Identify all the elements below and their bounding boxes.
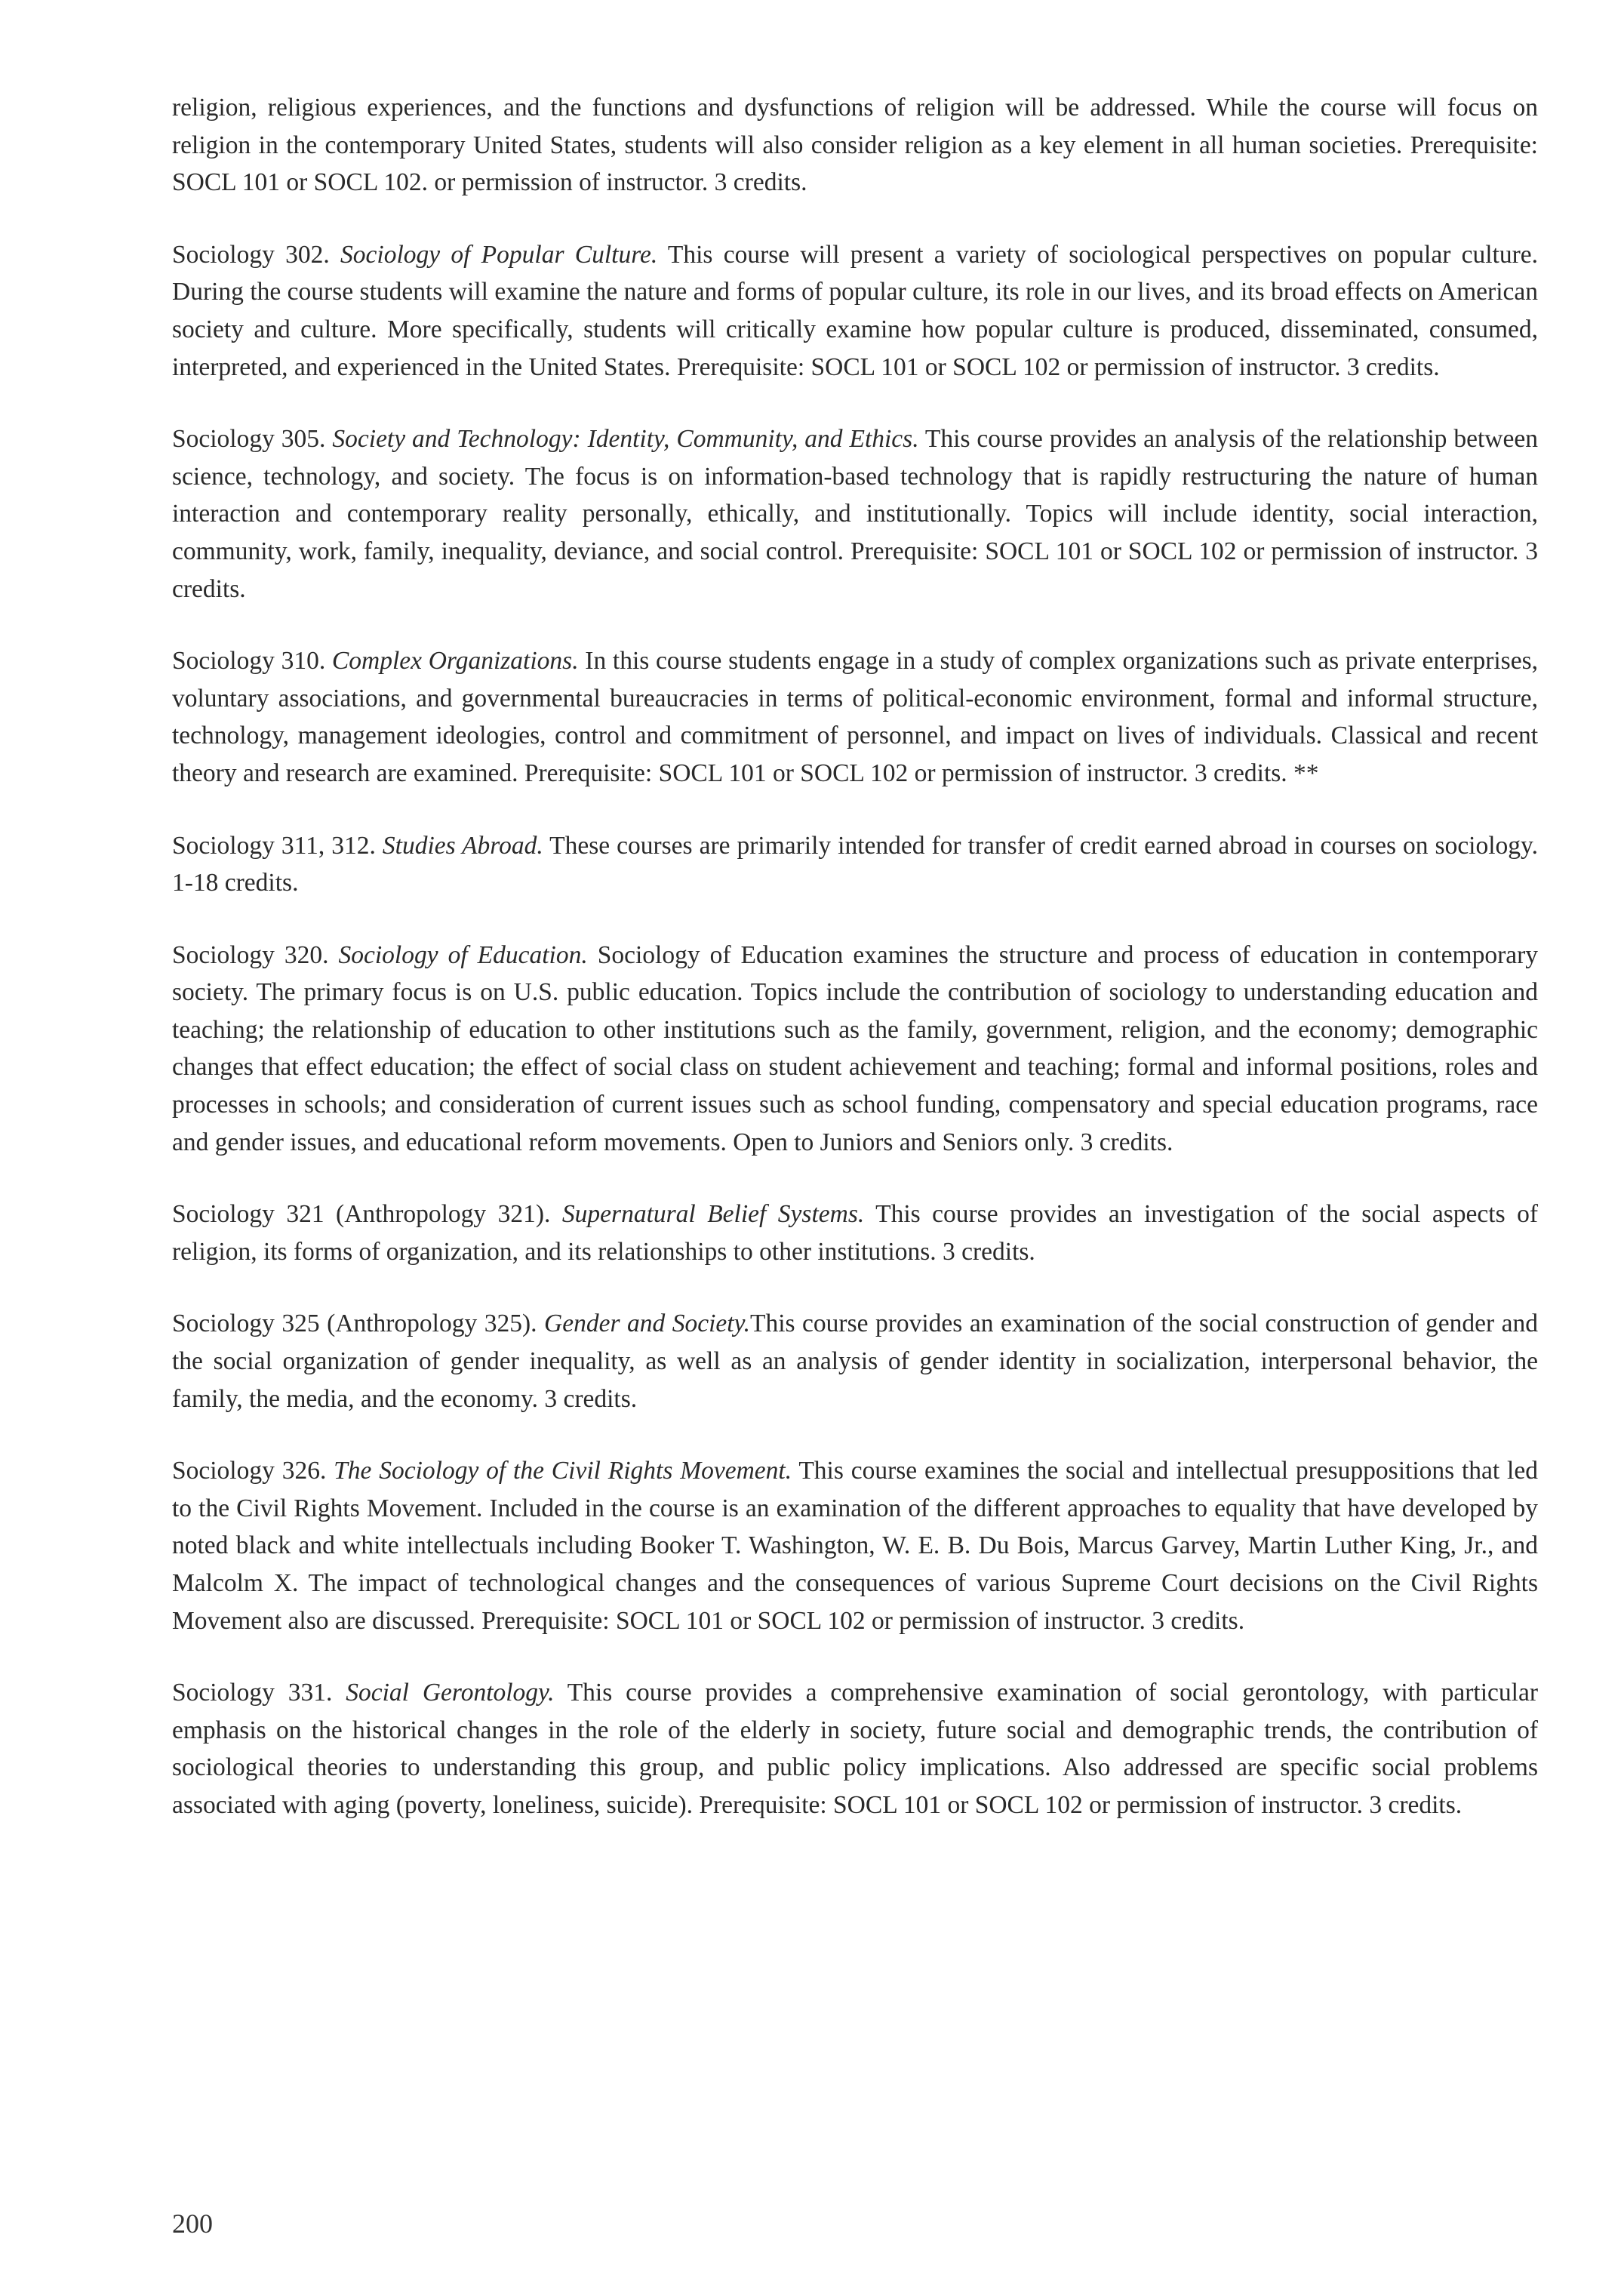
course-description: These courses are primarily intended for transfer of credit earned abroad in courses on sociology. 1-18 credits. — [172, 831, 1538, 897]
course-title: Sociology of Popular Culture. — [340, 240, 658, 269]
course-number: Sociology 305. — [172, 425, 326, 454]
course-description: Sociology of Education examines the structure and process of education in contemporary society. The primary focus is on U.S. public education. Topics include the contribution of sociology to understanding education and teaching; the relationship of education to other institutions such as the family, government, religion, and the economy; demographic changes that effect education; the effect of social class on student achievement and teaching; formal and informal positions, roles and processes in schools; and consideration of current issues such as school funding, compensatory and special education programs, race and gender issues, and educational reform movements. Open to Juniors and Seniors only. 3 credits. — [172, 940, 1538, 1156]
course-description: This course provides an examination of the social construction of gender and the social organization of gender inequality, as well as an analysis of gender identity in socialization, interpersonal behavior, the family, the media, and the economy. 3 credits. — [172, 1310, 1539, 1413]
course-entry-331 — [172, 1674, 1538, 1824]
course-description: This course provides an investigation of the social aspects of religion, its forms of organization, and its relationships to other institutions. 3 credits. — [172, 1200, 1539, 1266]
course-title: Sociology of Education. — [338, 940, 588, 969]
course-entry-305 — [172, 420, 1538, 608]
course-title: Supernatural Belief Systems. — [561, 1200, 865, 1229]
course-description: This course provides a comprehensive examination of social gerontology, with particular emphasis on the historical changes in the role of the elderly in society, future social and demographic trends, the contribution of sociological theories to understanding this group, and public policy implications. Also addressed are specific social problems associated with aging (poverty, loneliness, suicide). Prerequisite: SOCL 101 or SOCL 102 or permission of instructor. 3 credits. — [172, 1679, 1538, 1819]
intro-paragraph: religion, religious experiences, and the functions and dysfunctions of religion will be addressed. While the course will focus on religion in the contemporary United States, students will also consider religion as a key element in all human societies. Prerequisite: SOCL 101 or SOCL 102. or permission of instructor. 3 credits. — [172, 94, 1538, 197]
course-entry-320 — [172, 937, 1538, 1162]
course-number: Sociology 321 (Anthropology 321). — [172, 1200, 551, 1229]
course-number: Sociology 302. — [172, 240, 330, 269]
course-title: Studies Abroad. — [382, 831, 543, 860]
course-entry-321 — [172, 1196, 1538, 1270]
course-number: Sociology 310. — [172, 647, 326, 676]
course-entry-325 — [172, 1305, 1538, 1417]
course-title: Society and Technology: Identity, Community, and Ethics. — [332, 425, 919, 454]
course-title: Gender and Society. — [544, 1310, 750, 1338]
course-description: This course will present a variety of sociological perspectives on popular culture. During the course students will examine the nature and forms of popular culture, its role in our lives, and its broad effects on American society and culture. More specifically, students will critically examine how popular culture is produced, disseminated, consumed, interpreted, and experienced in the United States. Prerequisite: SOCL 101 or SOCL 102 or permission of instructor. 3 credits. — [172, 240, 1538, 381]
course-entry-310 — [172, 642, 1538, 792]
page-number: 200 — [172, 2208, 213, 2239]
course-title: The Sociology of the Civil Rights Movement. — [334, 1457, 792, 1485]
course-description: This course provides an analysis of the relationship between science, technology, and society. The focus is on information-based technology that is rapidly restructuring the nature of human interaction and contemporary reality personally, ethically, and institutionally. Topics will include identity, social interaction, community, work, family, inequality, deviance, and social control. Prerequisite: SOCL 101 or SOCL 102 or permission of instructor. 3 credits. — [172, 425, 1538, 603]
course-number: Sociology 325 (Anthropology 325). — [172, 1310, 537, 1338]
course-number: Sociology 326. — [172, 1457, 327, 1485]
course-number: Sociology 331. — [172, 1679, 333, 1707]
course-entry-311-312 — [172, 827, 1538, 902]
course-number: Sociology 320. — [172, 940, 329, 969]
course-title: Complex Organizations. — [331, 647, 579, 676]
course-title: Social Gerontology. — [346, 1679, 555, 1707]
course-number: Sociology 311, 312. — [172, 831, 376, 860]
course-description: This course examines the social and intellectual presuppositions that led to the Civil Rights Movement. Included in the course is an examination of the different approaches to equality that have developed by noted black and white intellectuals including Booker T. Washington, W. E. B. Du Bois, Marcus Garvey, Martin Luther King, Jr., and Malcolm X. The impact of technological changes and the consequences of various Supreme Court decisions on the Civil Rights Movement also are discussed. Prerequisite: SOCL 101 or SOCL 102 or permission of instructor. 3 credits. — [172, 1457, 1538, 1635]
course-description: In this course students engage in a study of complex organizations such as private enterprises, voluntary associations, and governmental bureaucracies in terms of political-economic environment, formal and informal structure, technology, management ideologies, control and commitment of personnel, and impact on lives of individuals. Classical and recent theory and research are examined. Prerequisite: SOCL 101 or SOCL 102 or permission of instructor. 3 credits. ** — [172, 647, 1538, 787]
course-entry-326 — [172, 1452, 1538, 1639]
page-content — [172, 89, 1538, 1859]
course-entry-302 — [172, 236, 1538, 386]
